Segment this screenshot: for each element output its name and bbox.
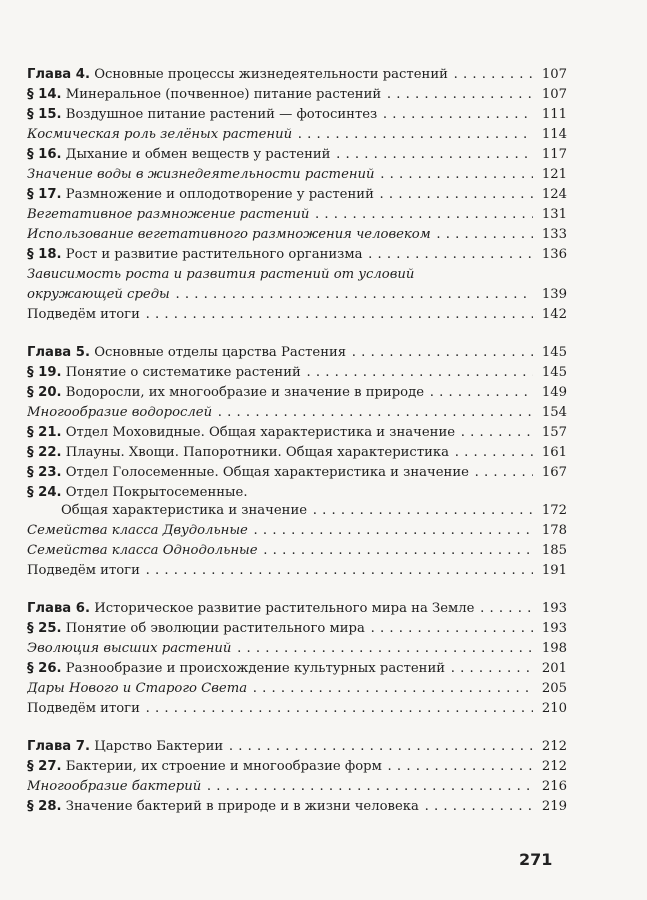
toc-label: Глава 5.: [27, 345, 90, 360]
toc-page-ref: 124: [541, 187, 567, 202]
toc-label: § 17.: [27, 187, 62, 202]
toc-title: Основные процессы жизнедеятельности растений: [94, 67, 448, 82]
toc-title: Значение воды в жизнедеятельности растений: [27, 167, 375, 182]
toc-section-continued: [61, 502, 567, 520]
toc-label: § 18.: [27, 247, 62, 262]
toc-title: Отдел Покрытосеменные.: [65, 485, 248, 500]
toc-page-ref: 210: [541, 701, 567, 716]
toc-page-ref: 139: [541, 287, 567, 302]
toc-page-ref: 107: [541, 67, 567, 82]
toc-section: [27, 798, 567, 816]
toc-chapter-4: [27, 66, 567, 84]
toc-page-ref: 111: [541, 107, 567, 122]
page-number: 271: [519, 850, 553, 869]
toc-chapter-5: [27, 344, 567, 362]
toc-title: Вегетативное размножение растений: [27, 207, 310, 222]
toc-title: Рост и развитие растительного организма: [65, 247, 363, 262]
toc-page-ref: 107: [541, 87, 567, 102]
toc-title: Зависимость роста и развития растений от условий: [27, 267, 415, 282]
toc-page-ref: 212: [541, 739, 567, 754]
toc-page-ref: 133: [541, 227, 567, 242]
toc-summary: [27, 306, 567, 324]
toc-page-ref: 219: [541, 799, 567, 814]
toc-page-ref: 145: [541, 365, 567, 380]
toc-section: [27, 424, 567, 442]
toc-section: [27, 384, 567, 402]
toc-label: § 20.: [27, 385, 62, 400]
toc-subtopic: [27, 206, 567, 224]
toc-page-ref: 136: [541, 247, 567, 262]
toc-page-ref: 185: [541, 543, 567, 558]
toc-title: Бактерии, их строение и многообразие форм: [65, 759, 382, 774]
toc-label: § 25.: [27, 621, 62, 636]
toc-page-ref: 145: [541, 345, 567, 360]
toc-page-ref: 157: [541, 425, 567, 440]
toc-page-ref: 193: [541, 601, 567, 616]
toc-chapter-6: [27, 600, 567, 618]
toc-title: Разнообразие и происхождение культурных растений: [65, 661, 446, 676]
toc-title: Плауны. Хвощи. Папоротники. Общая характеристика: [65, 445, 450, 460]
toc-title: окружающей среды: [27, 287, 170, 302]
toc-label: § 19.: [27, 365, 62, 380]
toc-label: Глава 7.: [27, 739, 90, 754]
toc-label: Глава 4.: [27, 67, 90, 82]
toc-title: Царство Бактерии: [94, 739, 224, 754]
toc-title: Семейства класса Двудольные: [27, 523, 248, 538]
toc-page-ref: 131: [541, 207, 567, 222]
toc-page-ref: 178: [541, 523, 567, 538]
toc-title: Значение бактерий в природе и в жизни человека: [65, 799, 419, 814]
toc-label: § 15.: [27, 107, 62, 122]
toc-section: [27, 364, 567, 382]
toc-summary: [27, 562, 567, 580]
toc-subtopic: [27, 680, 567, 698]
toc-page-ref: 154: [541, 405, 567, 420]
toc-page-ref: 117: [541, 147, 567, 162]
toc-summary: [27, 700, 567, 718]
toc-title: Отдел Голосеменные. Общая характеристика и значение: [65, 465, 469, 480]
toc-label: § 14.: [27, 87, 62, 102]
toc-title: Многообразие водорослей: [27, 405, 213, 420]
toc-label: § 22.: [27, 445, 62, 460]
toc-section: [27, 484, 567, 502]
toc-section: [27, 146, 567, 164]
toc-title: Общая характеристика и значение: [61, 503, 308, 518]
toc-subtopic: [27, 778, 567, 796]
toc-title: Воздушное питание растений — фотосинтез: [65, 107, 378, 122]
toc-title: Подведём итоги: [27, 307, 140, 322]
toc-page-ref: 201: [541, 661, 567, 676]
toc-section: [27, 246, 567, 264]
toc-page-ref: 216: [541, 779, 567, 794]
toc-section: [27, 464, 567, 482]
toc-title: Дыхание и обмен веществ у растений: [65, 147, 331, 162]
toc-label: § 21.: [27, 425, 62, 440]
toc-title: Отдел Моховидные. Общая характеристика и значение: [65, 425, 456, 440]
toc-subtopic: [27, 640, 567, 658]
toc-title: Водоросли, их многообразие и значение в природе: [65, 385, 425, 400]
toc-page-ref: 161: [541, 445, 567, 460]
toc-page-ref: 149: [541, 385, 567, 400]
toc-title: Основные отделы царства Растения: [94, 345, 347, 360]
toc-label: Глава 6.: [27, 601, 90, 616]
toc-label: § 16.: [27, 147, 62, 162]
toc-label: § 26.: [27, 661, 62, 676]
toc-page-ref: 205: [541, 681, 567, 696]
toc-section: [27, 660, 567, 678]
toc-title: Размножение и оплодотворение у растений: [65, 187, 374, 202]
toc-subtopic: [27, 286, 567, 304]
toc-section: [27, 106, 567, 124]
toc-page-ref: 121: [541, 167, 567, 182]
toc-title: Космическая роль зелёных растений: [27, 127, 293, 142]
toc-section: [27, 758, 567, 776]
toc-label: § 24.: [27, 485, 62, 500]
toc-subtopic: [27, 266, 567, 284]
toc-label: § 28.: [27, 799, 62, 814]
toc-subtopic: [27, 542, 567, 560]
toc-page-ref: 114: [541, 127, 567, 142]
toc-subtopic: [27, 404, 567, 422]
toc-label: § 27.: [27, 759, 62, 774]
toc-section: [27, 620, 567, 638]
toc-title: Историческое развитие растительного мира на Земле: [94, 601, 475, 616]
toc-page-ref: 193: [541, 621, 567, 636]
toc-title: Понятие об эволюции растительного мира: [65, 621, 365, 636]
toc-page-ref: 167: [541, 465, 567, 480]
toc-section: [27, 186, 567, 204]
toc-title: Подведём итоги: [27, 563, 140, 578]
toc-page-ref: 198: [541, 641, 567, 656]
toc-title: Дары Нового и Старого Света: [27, 681, 248, 696]
toc-subtopic: [27, 126, 567, 144]
toc-label: § 23.: [27, 465, 62, 480]
toc-subtopic: [27, 226, 567, 244]
toc-section: [27, 86, 567, 104]
toc-title: Понятие о систематике растений: [65, 365, 301, 380]
toc-page-ref: 191: [541, 563, 567, 578]
toc-page-ref: 212: [541, 759, 567, 774]
toc-page-ref: 142: [541, 307, 567, 322]
toc-title: Подведём итоги: [27, 701, 140, 716]
toc-subtopic: [27, 522, 567, 540]
toc-title: Семейства класса Однодольные: [27, 543, 258, 558]
toc-chapter-7: [27, 738, 567, 756]
toc-title: Использование вегетативного размножения человеком: [27, 227, 431, 242]
toc-title: Многообразие бактерий: [27, 779, 202, 794]
toc-subtopic: [27, 166, 567, 184]
toc-title: Эволюция высших растений: [27, 641, 232, 656]
toc-title: Минеральное (почвенное) питание растений: [65, 87, 382, 102]
toc-page-ref: 172: [541, 503, 567, 518]
toc-section: [27, 444, 567, 462]
